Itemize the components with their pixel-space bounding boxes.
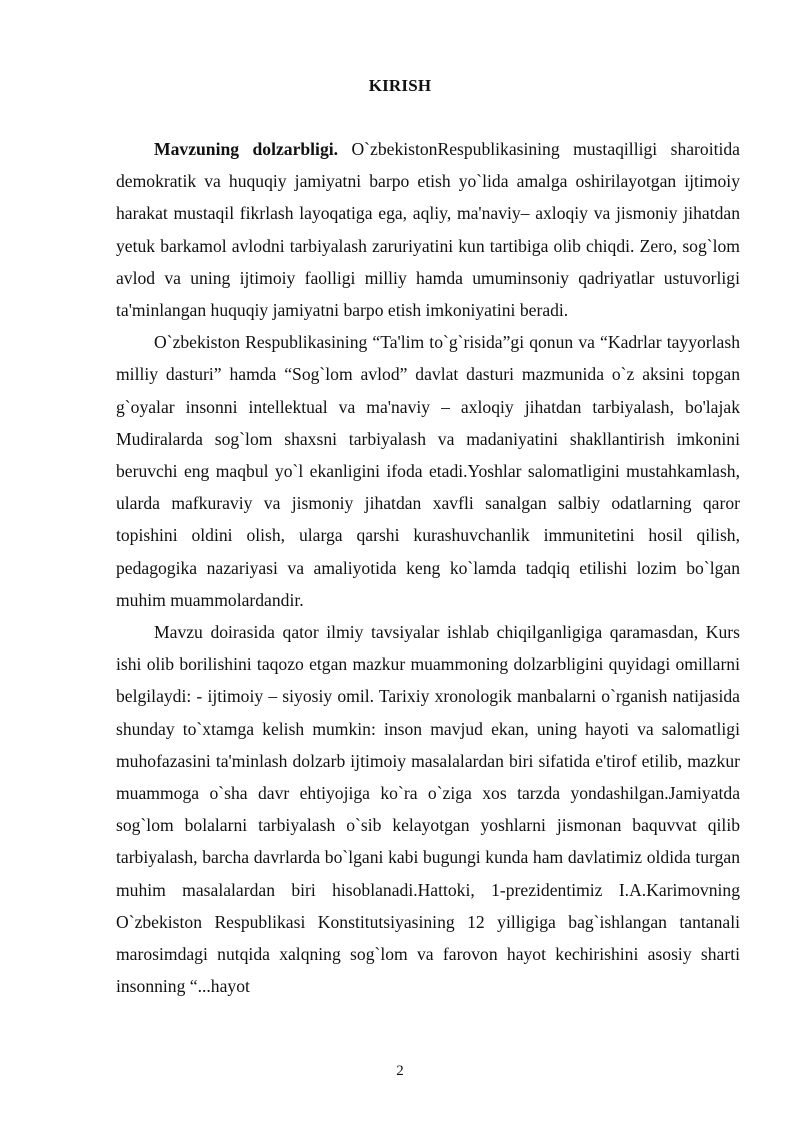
paragraph-text: O`zbekiston Respublikasining “Ta'lim to`g`risida”gi qonun va “Kadrlar tayyorlash milliy dasturi” hamda “Sog`lom avlod” davlat dasturi mazmunida o`z aksini topgan g`oyalar insonni intellektual va ma'naviy – axloqiy jihatdan tarbiyalash, bo'lajak Mudiralarda sog`lom shaxsni tarbiyalash va madaniyatini shakllantirish imkonini beruvchi eng maqbul yo`l ekanligini ifoda etadi.Yoshlar salomatligini mustahkamlash, ularda mafkuraviy va jismoniy jihatdan xavfli sanalgan salbiy odatlarning qaror topishini oldini olish, ularga qarshi kurashuvchanlik immunitetini hosil qilish, pedagogika nazariyasi va amaliyotida keng ko`lamda tadqiq etilishi lozim bo`lgan muhim muammolardandir. [116, 332, 740, 610]
paragraph-text: Mavzu doirasida qator ilmiy tavsiyalar ishlab chiqilganligiga qaramasdan, Kurs ishi olib borilishini taqozo etgan mazkur muammoning dolzarbligini quyidagi omillarni belgilaydi: - ijtimoiy – siyosiy omil. Tarixiy xronologik manbalarni o`rganish natijasida shunday to`xtamga kelish mumkin: inson mavjud ekan, uning hayoti va salomatligi muhofazasini ta'minlash dolzarb ijtimoiy masalalardan biri sifatida e'tirof etilib, mazkur muammoga o`sha davr ehtiyojiga ko`ra o`ziga xos tarzda yondashilgan.Jamiyatda sog`lom bolalarni tarbiyalash o`sib kelayotgan yoshlarni jismonan baquvvat qilib tarbiyalash, barcha davrlarda bo`lgani kabi bugungi kunda ham davlatimiz oldida turgan muhim masalalardan biri hisoblanadi.Hattoki, 1-prezidentimiz I.A.Karimovning O`zbekiston Respublikasi Konstitutsiyasining 12 yilligiga bag`ishlangan tantanali marosimdagi nutqida xalqning sog`lom va farovon hayot kechirishini asosiy sharti insonning “...hayot [116, 622, 740, 997]
paragraph-factors [116, 616, 740, 1002]
page-number: 2 [396, 1063, 404, 1079]
paragraph-relevance [116, 133, 740, 326]
paragraph-lead: Mavzuning dolzarbligi. [154, 139, 339, 159]
body-text [116, 133, 740, 1002]
section-heading: KIRISH [368, 76, 432, 95]
paragraph-programs [116, 326, 740, 616]
paragraph-text: O`zbekistonRespublikasining mustaqilligi sharoitida demokratik va huquqiy jamiyatni barpo etish yo`lida amalga oshirilayotgan ijtimoiy harakat mustaqil fikrlash layoqatiga ega, aqliy, ma'naviy– axloqiy va jismoniy jihatdan yetuk barkamol avlodni tarbiyalash zaruriyatini kun tartibiga olib chiqdi. Zero, sog`lom avlod va uning ijtimoiy faolligi milliy hamda umuminsoniy qadriyatlar ustuvorligi ta'minlangan huquqiy jamiyatni barpo etish imkoniyatini beradi. [116, 139, 740, 321]
